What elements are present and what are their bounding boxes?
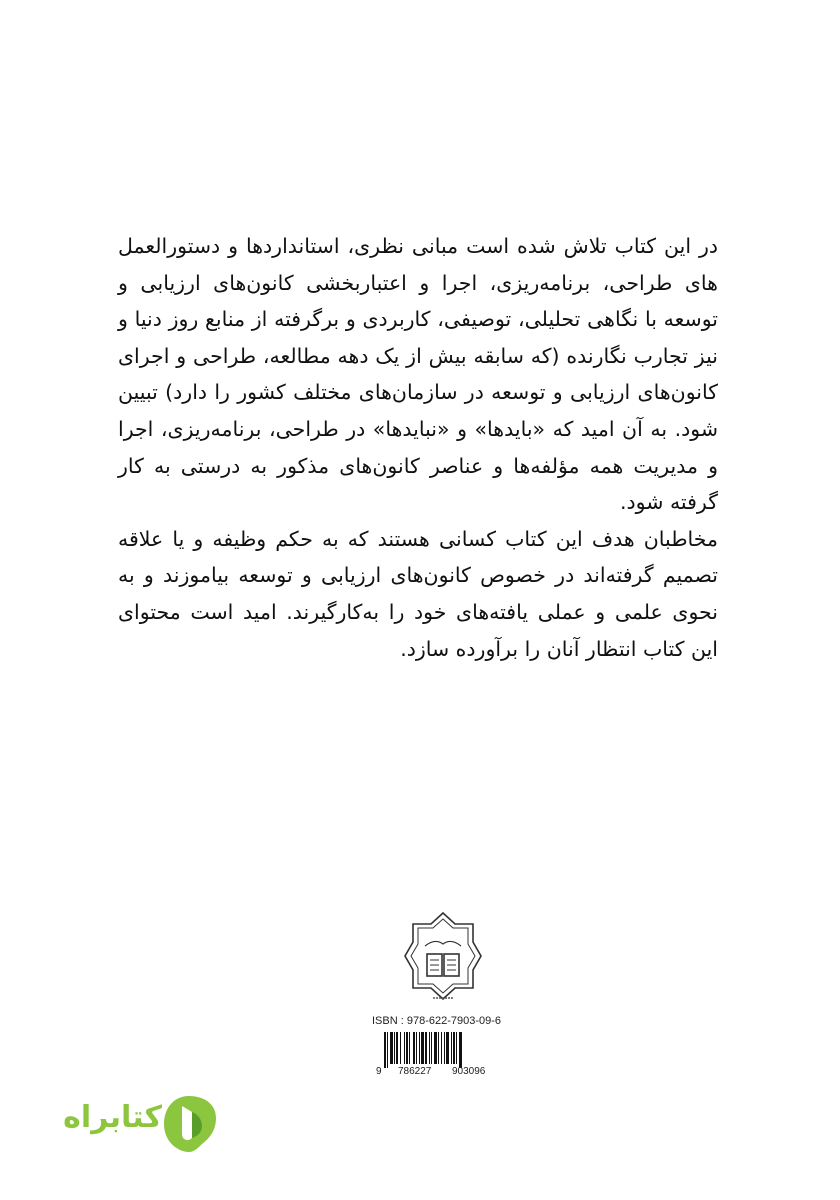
barcode-bar xyxy=(409,1032,410,1064)
barcode-bar xyxy=(453,1032,455,1064)
barcode-bar xyxy=(438,1032,439,1064)
barcode-bar xyxy=(451,1032,452,1064)
barcode-bar xyxy=(394,1032,395,1064)
barcode-digits xyxy=(376,1066,506,1080)
barcode-bar xyxy=(441,1032,442,1064)
barcode-bar xyxy=(459,1032,462,1068)
barcode-bars xyxy=(382,1032,502,1068)
barcode-bar xyxy=(416,1032,417,1064)
barcode-left-group: 786227 xyxy=(398,1066,432,1077)
ketabrah-wordmark: کتابراه xyxy=(63,1100,162,1135)
ketabrah-logo-icon xyxy=(158,1092,220,1156)
barcode-bar xyxy=(384,1032,386,1068)
ketabrah-brand xyxy=(40,1092,220,1162)
barcode-bar xyxy=(400,1032,401,1064)
barcode-bar xyxy=(425,1032,427,1064)
barcode-bar xyxy=(404,1032,405,1064)
description-paragraph-2: مخاطبان هدف این کتاب کسانی هستند که به حکم وظیفه و یا علاقه تصمیم گرفته‌اند در خصوص کانون‌های ارزیابی و توسعه بیاموزند و به نحوی علمی و عملی یافته‌های خود را به‌کارگیرند. امید است محتوای این کتاب انتظار آنان را برآورده سازد. xyxy=(118,526,718,661)
barcode-first-digit: 9 xyxy=(376,1066,382,1077)
barcode-bar xyxy=(456,1032,457,1064)
barcode-bar xyxy=(421,1032,424,1064)
book-description xyxy=(118,228,718,667)
description-paragraph-1: در این کتاب تلاش شده است مبانی نظری، استانداردها و دستورالعمل های طراحی، برنامه‌ریزی، اجرا و اعتباربخشی کانون‌های ارزیابی و توسعه با نگاهی تحلیلی، توصیفی، کاربردی و برگرفته از منابع روز دنیا و نیز تجارب نگارنده (که سابقه بیش از یک دهه مطالعه، طراحی و اجرای کانون‌های ارزیابی و توسعه در سازمان‌های مختلف کشور را دارد) تبیین شود. به آن امید که «بایدها» و «نبایدها» در طراحی، برنامه‌ریزی، اجرا و مدیریت همه مؤلفه‌ها و عناصر کانون‌های مذکور به درستی به کار گرفته شود. xyxy=(118,234,718,515)
barcode-bar xyxy=(446,1032,449,1064)
barcode-bar xyxy=(419,1032,420,1064)
barcode-right-group: 903096 xyxy=(452,1066,486,1077)
barcode-bar xyxy=(434,1032,437,1064)
barcode-bar xyxy=(429,1032,430,1064)
publisher-logo xyxy=(403,910,483,1005)
barcode-bar xyxy=(396,1032,398,1064)
book-emblem-icon xyxy=(403,910,483,1005)
barcode-bar xyxy=(444,1032,445,1064)
barcode-bar xyxy=(406,1032,408,1064)
barcode-bar xyxy=(387,1032,388,1068)
isbn-label: ISBN : 978-622-7903-09-6 xyxy=(372,1015,502,1027)
barcode-bar xyxy=(390,1032,393,1064)
barcode-bar xyxy=(431,1032,432,1064)
barcode-bar xyxy=(413,1032,415,1064)
